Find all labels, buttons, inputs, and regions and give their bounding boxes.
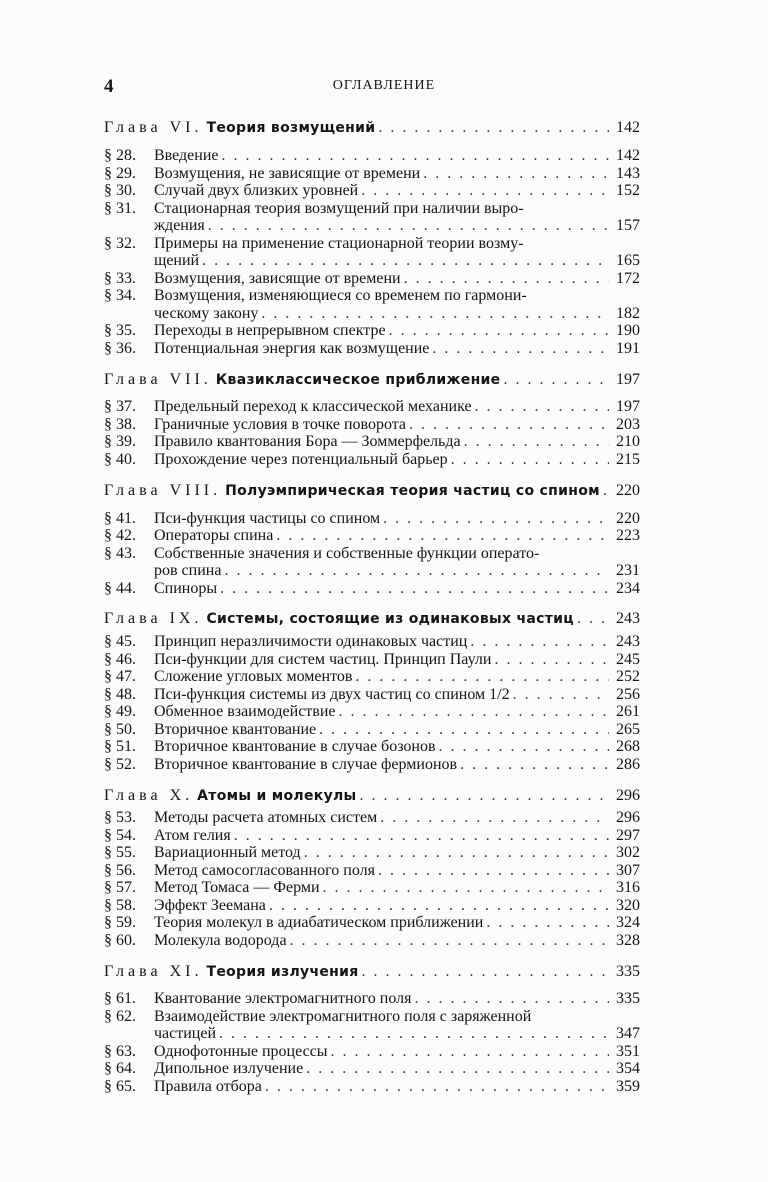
dot-leader [319,721,609,739]
toc-continuation[interactable] [104,252,640,270]
section-title: Правило квантования Бора — Зоммерфельда [154,433,461,450]
section-title: Однофотонные процессы [154,1043,328,1060]
toc-entry[interactable] [104,668,640,686]
page-ref: 215 [616,451,640,468]
dot-leader [360,787,609,805]
dot-leader [577,610,609,628]
section-number: § 60. [104,932,136,949]
toc-entry[interactable] [104,651,640,669]
toc-entry[interactable] [104,1008,640,1026]
page-ref: 347 [616,1025,640,1042]
toc-entry[interactable] [104,398,640,416]
section-number: § 61. [104,990,136,1007]
chapter-title: Квазиклассическое приближение [215,372,501,388]
section-title: Эффект Зеемана [154,897,266,914]
section-number: § 54. [104,827,136,844]
dot-leader [306,1060,609,1078]
toc-entry[interactable] [104,1043,640,1061]
section-title: частицей [154,1025,217,1042]
dot-leader [503,371,609,389]
dot-leader [323,879,609,897]
dot-leader [380,809,609,827]
section-number: § 36. [104,340,136,357]
dot-leader [304,844,609,862]
page-ref: 172 [616,270,640,287]
toc-entry[interactable] [104,340,640,358]
toc-entry[interactable] [104,416,640,434]
section-title: Граничные условия в точке поворота [154,416,407,433]
dot-leader [464,433,609,451]
chapter-title: Полуэмпирическая теория частиц со спином [225,483,600,499]
page-ref: 165 [616,252,640,269]
section-title: Взаимодействие электромагнитного поля с заряженной [154,1008,532,1025]
toc-entry[interactable] [104,287,640,305]
running-title: ОГЛАВЛЕНИЕ [332,78,436,93]
section-number: § 49. [104,703,136,720]
section-title: ческому закону [154,305,259,322]
section-number: § 65. [104,1078,136,1095]
dot-leader [219,1025,609,1043]
page-ref: 220 [616,510,640,527]
page-ref: 297 [616,827,640,844]
dot-leader [389,322,609,340]
page-ref: 335 [616,963,640,980]
page-ref: 354 [616,1060,640,1077]
page-ref: 296 [616,787,640,804]
dot-leader [290,932,609,950]
toc-chapter[interactable] [104,787,640,805]
toc-chapter[interactable] [104,610,640,628]
dot-leader [460,756,609,774]
chapter-title: Атомы и молекулы [197,788,357,804]
section-title: Метод самосогласованного поля [154,862,375,879]
toc-entry[interactable] [104,1060,640,1078]
page-ref: 203 [616,416,640,433]
dot-leader [220,580,609,598]
page-ref: 142 [616,147,640,164]
section-number: § 55. [104,844,136,861]
toc-entry[interactable] [104,897,640,915]
chapter-label: Глава VIII. [104,482,222,499]
section-number: § 41. [104,510,136,527]
toc-continuation[interactable] [104,1025,640,1043]
toc-entry[interactable] [104,862,640,880]
section-title: Квантование электромагнитного поля [154,990,412,1007]
section-title: Дипольное излучение [154,1060,304,1077]
toc-entry[interactable] [104,633,640,651]
section-title: Правила отбора [154,1078,262,1095]
toc-entry[interactable] [104,990,640,1008]
toc-entry[interactable] [104,738,640,756]
chapter-label: Глава XI. [104,963,203,980]
toc-entry[interactable] [104,580,640,598]
toc-chapter[interactable] [104,482,640,500]
section-title: Примеры на применение стационарной теории возму- [154,235,524,252]
dot-leader [404,270,609,288]
chapter-label: Глава X. [104,787,194,804]
page-ref: 265 [616,721,640,738]
section-number: § 38. [104,416,136,433]
section-number: § 51. [104,738,136,755]
toc-entry[interactable] [104,200,640,218]
dot-leader [339,703,609,721]
section-number: § 33. [104,270,136,287]
section-title: Молекула водорода [154,932,287,949]
dot-leader [603,482,609,500]
section-title: Переходы в непрерывном спектре [154,322,386,339]
toc-entry[interactable] [104,879,640,897]
chapter-title: Теория излучения [206,964,359,980]
toc-entry[interactable] [104,182,640,200]
page-ref: 152 [616,182,640,199]
toc-entry[interactable] [104,844,640,862]
section-number: § 62. [104,1008,136,1025]
dot-leader [470,633,609,651]
toc-entry[interactable] [104,510,640,528]
section-number: § 44. [104,580,136,597]
section-number: § 30. [104,182,136,199]
dot-leader [486,914,609,932]
toc-entry[interactable] [104,322,640,340]
section-number: § 64. [104,1060,136,1077]
page-ref: 245 [616,651,640,668]
toc-entry[interactable] [104,165,640,183]
section-title: Пси-функция частицы со спином [154,510,381,527]
page-ref: 220 [616,482,640,499]
section-number: § 32. [104,235,136,252]
toc-entry[interactable] [104,433,640,451]
section-number: § 46. [104,651,136,668]
page-number: 4 [104,76,114,97]
toc-continuation[interactable] [104,305,640,323]
chapter-label: Глава VI. [104,119,203,136]
toc-entry[interactable] [104,914,640,932]
dot-leader [362,963,609,981]
dot-leader [414,990,609,1008]
section-title: Спиноры [154,580,218,597]
section-title: Операторы спина [154,527,274,544]
page-ref: 197 [616,398,640,415]
section-title: ров спина [154,562,222,579]
toc-entry[interactable] [104,703,640,721]
toc-entry[interactable] [104,827,640,845]
chapter-title: Системы, состоящие из одинаковых частиц [206,611,574,627]
page-ref: 243 [616,610,640,627]
chapter-title: Теория возмущений [206,120,376,136]
section-number: § 34. [104,287,136,304]
toc-chapter[interactable] [104,963,640,981]
section-number: § 57. [104,879,136,896]
toc-entry[interactable] [104,527,640,545]
page-ref: 252 [616,668,640,685]
section-title: Метод Томаса — Ферми [154,879,320,896]
section-number: § 53. [104,809,136,826]
page-ref: 210 [616,433,640,450]
section-number: § 63. [104,1043,136,1060]
section-title: Теория молекул в адиабатическом приближении [154,914,484,931]
dot-leader [234,827,609,845]
page-ref: 197 [616,371,640,388]
page-ref: 157 [616,217,640,234]
section-title: Возмущения, зависящие от времени [154,270,401,287]
section-number: § 56. [104,862,136,879]
page-ref: 182 [616,305,640,322]
chapter-label: Глава VII. [104,371,212,388]
dot-leader [331,1043,609,1061]
section-title: Случай двух близких уровней [154,182,359,199]
toc-entry[interactable] [104,545,640,563]
section-number: § 39. [104,433,136,450]
page-ref: 142 [616,119,640,136]
dot-leader [222,147,610,165]
dot-leader [513,686,609,704]
section-title: Потенциальная энергия как возмущение [154,340,430,357]
toc-entry[interactable] [104,235,640,253]
page-ref: 234 [616,580,640,597]
toc-entry[interactable] [104,686,640,704]
page-ref: 302 [616,844,640,861]
toc-entry[interactable] [104,1078,640,1096]
section-number: § 35. [104,322,136,339]
section-title: Пси-функция системы из двух частиц со спином 1/2 [154,686,510,703]
dot-leader [202,252,609,270]
section-number: § 29. [104,165,136,182]
toc-entry[interactable] [104,932,640,950]
dot-leader [208,217,609,235]
section-number: § 50. [104,721,136,738]
page-ref: 359 [616,1078,640,1095]
section-number: § 37. [104,398,136,415]
toc-entry[interactable] [104,451,640,469]
dot-leader [475,398,609,416]
section-number: § 31. [104,200,136,217]
section-title: Вариационный метод [154,844,301,861]
dot-leader [355,668,609,686]
page-ref: 351 [616,1043,640,1060]
dot-leader [432,340,609,358]
chapter-label: Глава IX. [104,610,203,627]
section-title: Сложение угловых моментов [154,668,353,685]
section-title: щений [154,252,200,269]
section-title: Введение [154,147,219,164]
page-ref: 191 [616,340,640,357]
section-title: Предельный переход к классической механике [154,398,472,415]
section-number: § 47. [104,668,136,685]
toc-continuation[interactable] [104,217,640,235]
dot-leader [383,510,609,528]
section-title: Вторичное квантование в случае бозонов [154,738,436,755]
dot-leader [261,305,609,323]
section-title: Вторичное квантование [154,721,317,738]
page-ref: 190 [616,322,640,339]
dot-leader [451,451,609,469]
dot-leader [423,165,609,183]
toc-continuation[interactable] [104,562,640,580]
page-ref: 231 [616,562,640,579]
section-number: § 42. [104,527,136,544]
page-ref: 328 [616,932,640,949]
page-ref: 223 [616,527,640,544]
dot-leader [269,897,609,915]
section-title: Атом гелия [154,827,231,844]
page-ref: 324 [616,914,640,931]
section-title: Возмущения, не зависящие от времени [154,165,421,182]
toc-entry[interactable] [104,809,640,827]
section-number: § 43. [104,545,136,562]
page-ref: 316 [616,879,640,896]
dot-leader [276,527,609,545]
page-ref: 335 [616,990,640,1007]
toc-entry[interactable] [104,147,640,165]
toc-chapter[interactable] [104,371,640,389]
section-title: Обменное взаимодействие [154,703,336,720]
page-ref: 143 [616,165,640,182]
section-number: § 59. [104,914,136,931]
page-ref: 256 [616,686,640,703]
dot-leader [265,1078,609,1096]
section-title: Вторичное квантование в случае фермионов [154,756,458,773]
section-title: Собственные значения и собственные функции операто- [154,545,540,562]
toc-chapter[interactable] [104,119,640,137]
section-title: Методы расчета атомных систем [154,809,378,826]
dot-leader [361,182,609,200]
toc-entry[interactable] [104,270,640,288]
section-title: Прохождение через потенциальный барьер [154,451,448,468]
section-number: § 52. [104,756,136,773]
section-title: Возмущения, изменяющиеся со временем по гармони- [154,287,527,304]
page-ref: 268 [616,738,640,755]
page-ref: 296 [616,809,640,826]
section-title: Пси-функции для систем частиц. Принцип Паули [154,651,492,668]
page-ref: 261 [616,703,640,720]
toc-entry[interactable] [104,721,640,739]
page-ref: 320 [616,897,640,914]
toc-entry[interactable] [104,756,640,774]
dot-leader [378,862,609,880]
section-title: Принцип неразличимости одинаковых частиц [154,633,468,650]
page-ref: 307 [616,862,640,879]
section-number: § 40. [104,451,136,468]
section-number: § 28. [104,147,136,164]
section-number: § 48. [104,686,136,703]
section-number: § 58. [104,897,136,914]
dot-leader [409,416,609,434]
page-ref: 286 [616,756,640,773]
section-title: ждения [154,217,205,234]
section-title: Стационарная теория возмущений при наличии выро- [154,200,524,217]
dot-leader [224,562,609,580]
section-number: § 45. [104,633,136,650]
dot-leader [439,738,609,756]
page-ref: 243 [616,633,640,650]
dot-leader [378,119,609,137]
dot-leader [494,651,609,669]
